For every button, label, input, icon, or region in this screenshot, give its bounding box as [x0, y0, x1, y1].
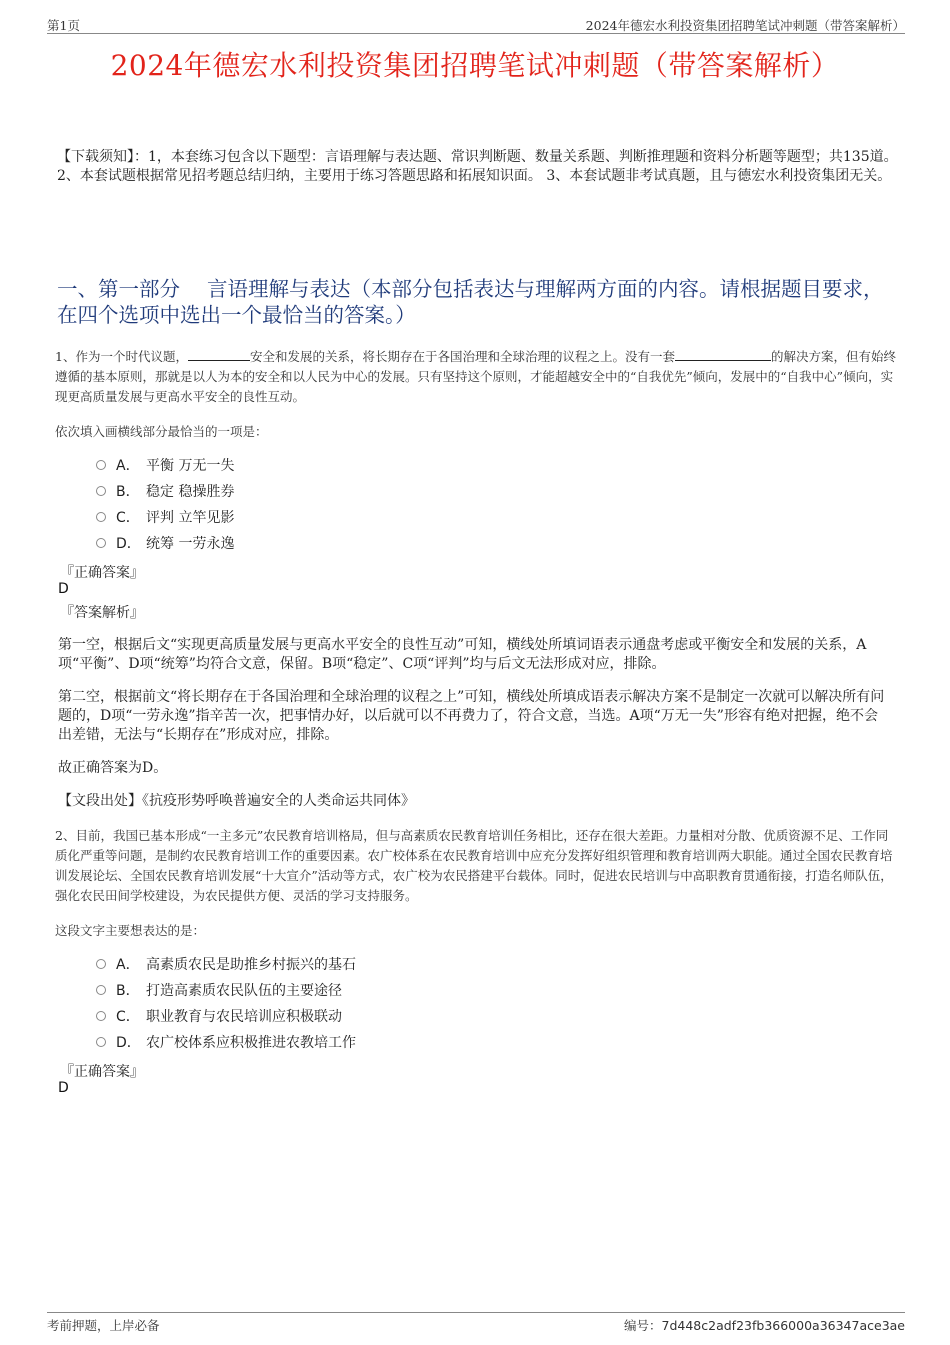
q2-option-a[interactable]	[96, 955, 356, 975]
q1-prompt: 依次填入画横线部分最恰当的一项是：	[55, 424, 268, 439]
page-header	[47, 13, 905, 34]
q1-blank-1	[188, 348, 250, 361]
option-key: C．	[116, 510, 140, 526]
radio-icon[interactable]	[96, 460, 106, 470]
section-heading: 一、第一部分 言语理解与表达（本部分包括表达与理解两方面的内容。请根据题目要求，在四个选项中选出一个最恰当的答案。）	[57, 277, 884, 327]
page-number: 第1页	[47, 18, 80, 33]
q1-analysis-conclusion: 故正确答案为D。	[58, 760, 168, 776]
option-text: 平衡 万无一失	[146, 458, 235, 474]
document-title: 2024年德宏水利投资集团招聘笔试冲刺题（带答案解析）	[110, 49, 840, 82]
radio-icon[interactable]	[96, 538, 106, 548]
option-text: 统筹 一劳永逸	[146, 536, 235, 552]
q1-option-b[interactable]	[96, 482, 234, 502]
q2-answer: D	[58, 1080, 69, 1096]
q1-analysis-paragraph: 第一空，根据后文“实现更高质量发展与更高水平安全的良性互动”可知，横线处所填词语表示通盘考虑或平衡安全和发展的关系，A项“平衡”、D项“统筹”均符合文意，保留。B项“稳定”、C项“评判”均与后文无法形成对应，排除。	[58, 637, 867, 672]
q1-option-d[interactable]	[96, 534, 234, 554]
q1-analysis-label: 『答案解析』	[60, 605, 144, 621]
q1-text-part-b: 安全和发展的关系，将长期存在于各国治理和全球治理的议程之上。没有一套	[249, 349, 675, 364]
q1-text-part-c: 的解决方案，但有始终遵循的基本原则，那就是以人为本的安全和以人民为中心的发展。只有坚持这个原则，才能超越安全中的“自我优先”倾向，发展中的“自我中心”倾向，实现更高质量发展与更高水平安全的良性互动。	[55, 349, 896, 404]
option-key: C．	[116, 1009, 140, 1025]
q1-answer: D	[58, 581, 69, 597]
option-text: 职业教育与农民培训应积极联动	[146, 1009, 342, 1025]
option-text: 评判 立竿见影	[146, 510, 235, 526]
radio-icon[interactable]	[96, 1037, 106, 1047]
radio-icon[interactable]	[96, 985, 106, 995]
option-key: D．	[116, 536, 141, 552]
question-2-text: 2、目前，我国已基本形成“一主多元”农民教育培训格局，但与高素质农民教育培训任务相比，还存在很大差距。力量相对分散、优质资源不足、工作同质化严重等问题，是制约农民教育培训工作的重要因素。农广校体系在农民教育培训中应充分发挥好组织管理和教育培训两大职能。通过全国农民教育培训发展论坛、全国农民教育培训发展“十大宣介”活动等方式，农广校为农民搭建平台载体。同时，促进农民培训与中高职教育贯通衔接，打造名师队伍，强化农民田间学校建设，为农民提供方便、灵活的学习支持服务。	[55, 828, 893, 903]
q1-option-a[interactable]	[96, 456, 234, 476]
page-footer	[47, 1312, 905, 1333]
q2-option-b[interactable]	[96, 981, 342, 1001]
code-label: 编号：	[624, 1318, 662, 1333]
q1-analysis-paragraph: 第二空，根据前文“将长期存在于各国治理和全球治理的议程之上”可知，横线处所填成语表示解决方案不是制定一次就可以解决所有问题的，D项“一劳永逸”指辛苦一次，把事情办好，以后就可以不再费力了，符合文意，当选。A项“万无一失”形容有绝对把握，绝不会出差错，无法与“长期存在”形成对应，排除。	[58, 689, 885, 743]
q1-option-c[interactable]	[96, 508, 234, 528]
option-text: 打造高素质农民队伍的主要途径	[146, 983, 342, 999]
option-key: D．	[116, 1035, 141, 1051]
radio-icon[interactable]	[96, 1011, 106, 1021]
radio-icon[interactable]	[96, 486, 106, 496]
option-text: 稳定 稳操胜券	[146, 484, 235, 500]
q2-option-c[interactable]	[96, 1007, 342, 1027]
option-text: 农广校体系应积极推进农教培工作	[146, 1035, 356, 1051]
q2-option-d[interactable]	[96, 1033, 356, 1053]
q2-answer-label: 『正确答案』	[60, 1064, 144, 1080]
header-doc-title: 2024年德宏水利投资集团招聘笔试冲刺题（带答案解析）	[585, 18, 905, 33]
q2-prompt: 这段文字主要想表达的是：	[55, 923, 206, 938]
radio-icon[interactable]	[96, 512, 106, 522]
question-1-text	[55, 347, 900, 407]
option-key: A．	[116, 458, 140, 474]
footer-code	[624, 1316, 905, 1334]
footer-slogan: 考前押题，上岸必备	[47, 1318, 160, 1333]
q1-text-part-a: 1、作为一个时代议题，	[55, 349, 188, 364]
option-key: B．	[116, 484, 140, 500]
option-key: B．	[116, 983, 140, 999]
q1-answer-label: 『正确答案』	[60, 565, 144, 581]
radio-icon[interactable]	[96, 959, 106, 969]
q1-source: 【文段出处】《抗疫形势呼唤普遍安全的人类命运共同体》	[58, 793, 415, 809]
option-text: 高素质农民是助推乡村振兴的基石	[146, 957, 356, 973]
download-notice: 【下载须知】：1，本套练习包含以下题型：言语理解与表达题、常识判断题、数量关系题、判断推理题和资料分析题等题型；共135道。 2、本套试题根据常见招考题总结归纳，主要用于练习答题思路和拓展知识面。 3、本套试题非考试真题，且与德宏水利投资集团无关。	[57, 149, 898, 184]
q1-blank-2	[675, 348, 771, 361]
option-key: A．	[116, 957, 140, 973]
code-value: 7d448c2adf23fb366000a36347ace3ae	[661, 1318, 905, 1333]
